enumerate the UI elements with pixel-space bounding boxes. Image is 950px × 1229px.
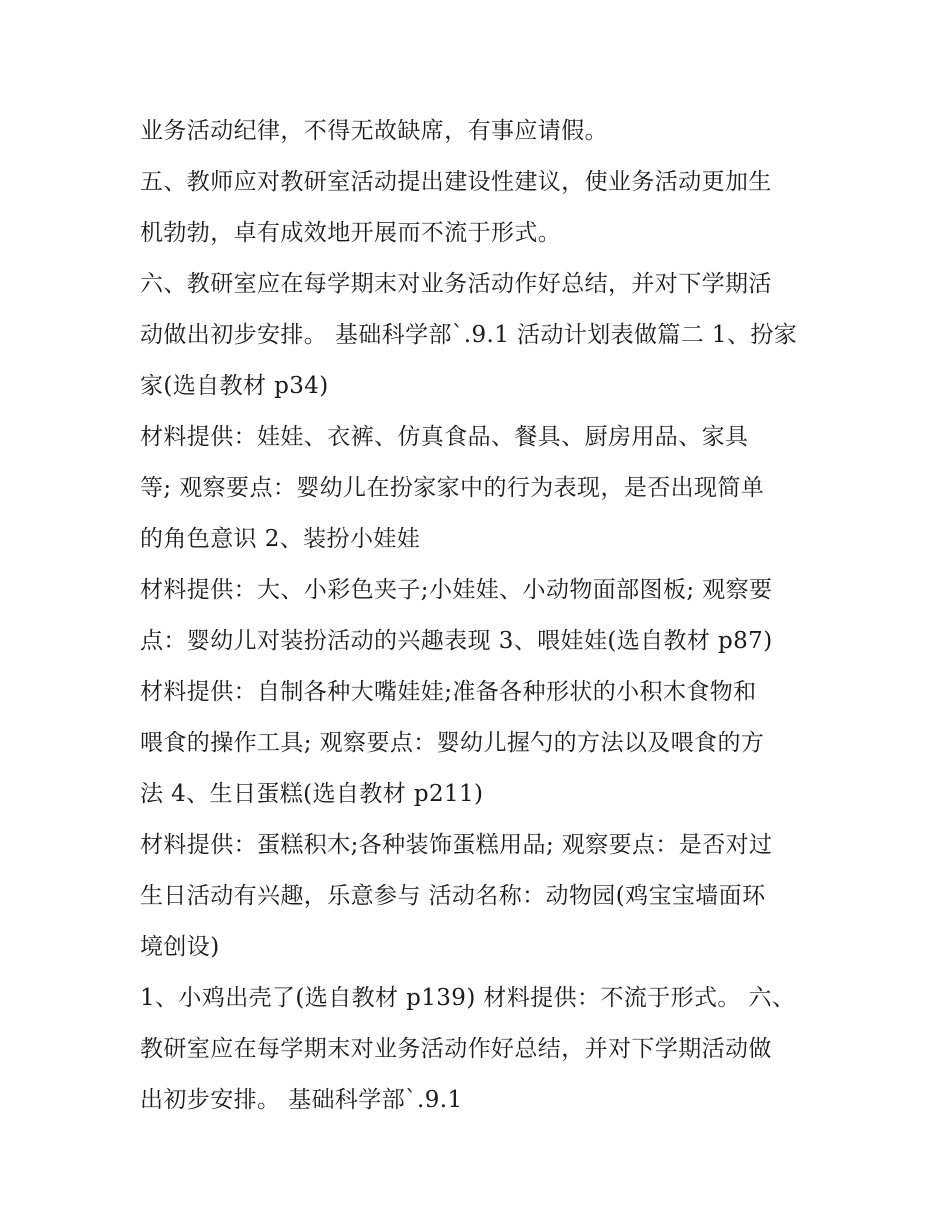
text-line: 的角色意识 2、装扮小娃娃: [140, 526, 421, 552]
text-line: 材料提供：自制各种大嘴娃娃;准备各种形状的小积木食物和: [140, 679, 757, 705]
text-line: 1、小鸡出壳了(选自教材 p139) 材料提供：不流于形式。 六、: [140, 985, 796, 1011]
text-line: 材料提供：娃娃、衣裤、仿真食品、餐具、厨房用品、家具: [140, 424, 749, 450]
text-line: 机勃勃，卓有成效地开展而不流于形式。: [140, 220, 562, 246]
text-line: 六、教研室应在每学期末对业务活动作好总结，并对下学期活: [140, 271, 772, 297]
text-line: 材料提供：蛋糕积木;各种装饰蛋糕用品; 观察要点：是否对过: [140, 832, 773, 858]
text-line: 家(选自教材 p34): [140, 373, 329, 399]
text-line: 教研室应在每学期末对业务活动作好总结，并对下学期活动做: [140, 1036, 772, 1062]
text-line: 生日活动有兴趣，乐意参与 活动名称：动物园(鸡宝宝墙面环: [140, 883, 766, 909]
text-line: 业务活动纪律，不得无故缺席，有事应请假。: [140, 118, 608, 144]
text-line: 出初步安排。 基础科学部`.9.1: [140, 1087, 463, 1113]
text-line: 喂食的操作工具; 观察要点：婴幼儿握勺的方法以及喂食的方: [140, 730, 765, 756]
text-line: 境创设): [140, 934, 220, 960]
text-line: 五、教师应对教研室活动提出建设性建议，使业务活动更加生: [140, 169, 772, 195]
text-line: 动做出初步安排。 基础科学部`.9.1 活动计划表做篇二 1、扮家: [140, 322, 798, 348]
text-line: 材料提供：大、小彩色夹子;小娃娃、小动物面部图板; 观察要: [140, 577, 773, 603]
text-line: 法 4、生日蛋糕(选自教材 p211): [140, 781, 484, 807]
text-line: 点：婴幼儿对装扮活动的兴趣表现 3、喂娃娃(选自教材 p87): [140, 628, 773, 654]
text-line: 等; 观察要点：婴幼儿在扮家家中的行为表现，是否出现简单: [140, 475, 765, 501]
document-body: [140, 106, 820, 1126]
